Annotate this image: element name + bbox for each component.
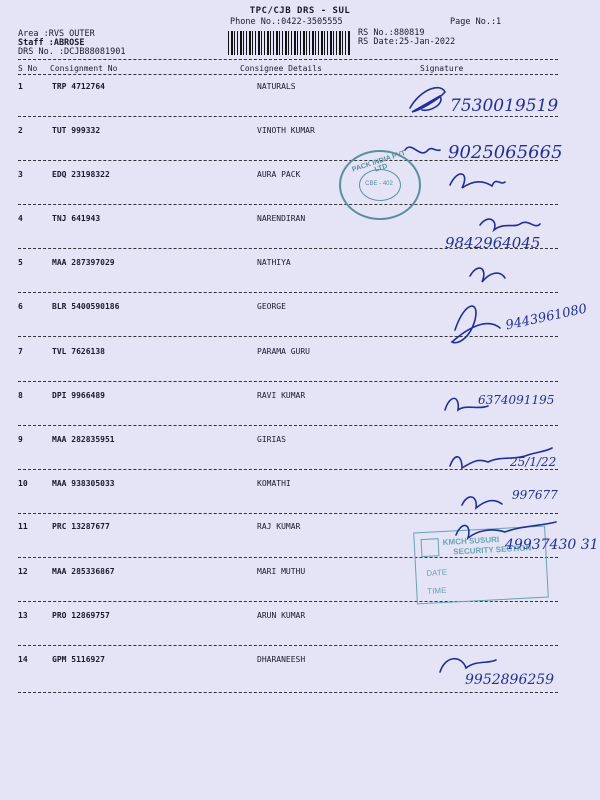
stamp-line: KMCH SUSURI	[442, 535, 500, 547]
stamp-logo-icon	[421, 538, 440, 557]
stamp-line: SECURITY SECTION	[453, 543, 532, 557]
row-divider	[18, 381, 558, 382]
signature-scribble	[452, 306, 500, 343]
row-divider	[18, 336, 558, 337]
handwritten-phone: 7530019519	[450, 96, 559, 116]
handwritten-date: 25/1/22	[510, 455, 557, 469]
row-sno: 14	[18, 655, 28, 664]
row-sno: 9	[18, 435, 23, 444]
company-round-stamp	[339, 150, 421, 220]
phone-number: Phone No.:0422-3505555	[230, 17, 343, 27]
row-consignee: PARAMA GURU	[257, 347, 310, 356]
row-consignee: NATHIYA	[257, 258, 291, 267]
handwritten-phone: 6374091195	[478, 393, 555, 407]
row-sno: 1	[18, 82, 23, 91]
rs-date: RS Date:25-Jan-2022	[358, 37, 456, 47]
row-consignment: EDQ 23198322	[52, 170, 110, 179]
row-consignment: MAA 287397029	[52, 258, 115, 267]
row-sno: 5	[18, 258, 23, 267]
signature-scribble	[405, 147, 440, 153]
row-divider	[18, 513, 558, 514]
row-sno: 7	[18, 347, 23, 356]
row-sno: 4	[18, 214, 23, 223]
area-field: Area :RVS OUTER	[18, 29, 95, 39]
handwritten-phone: 9842964045	[445, 234, 541, 252]
handwritten-number: 49937430 31	[505, 537, 599, 553]
handwritten-phone: 9952896259	[465, 672, 555, 688]
page-number: Page No.:1	[450, 17, 502, 27]
row-consignment: PRO 12869757	[52, 611, 110, 620]
signature-scribble	[450, 174, 505, 188]
handwritten-phone: 9025065665	[448, 142, 563, 163]
row-consignment: TUT 999332	[52, 126, 101, 135]
row-divider	[18, 425, 558, 426]
row-sno: 11	[18, 522, 28, 531]
row-consignee: GEORGE	[257, 302, 286, 311]
row-sno: 2	[18, 126, 23, 135]
barcode	[228, 31, 350, 55]
handwritten-number: 997677	[512, 488, 558, 502]
stamp-time-label: TIME	[427, 585, 447, 596]
row-sno: 3	[18, 170, 23, 179]
row-consignment: TNJ 641943	[52, 214, 101, 223]
row-divider	[18, 469, 558, 470]
stamp-date-label: DATE	[426, 567, 448, 578]
row-sno: 13	[18, 611, 28, 620]
row-consignment: GPM 5116927	[52, 655, 105, 664]
row-consignee: MARI MUTHU	[257, 567, 306, 576]
row-consignment: BLR 5400590186	[52, 302, 120, 311]
row-consignee: NARENDIRAN	[257, 214, 306, 223]
col-consignment: Consignment No	[50, 64, 118, 73]
row-sno: 6	[18, 302, 23, 311]
row-consignee: GIRIAS	[257, 435, 286, 444]
row-divider	[18, 116, 558, 117]
row-consignee: RAJ KUMAR	[257, 522, 301, 531]
row-divider	[18, 204, 558, 205]
row-consignment: TVL 7626138	[52, 347, 105, 356]
row-consignment: MAA 282835951	[52, 435, 115, 444]
stamp-text: PACK INDIA PVT LTD	[351, 149, 407, 174]
divider	[18, 74, 558, 75]
rs-number: RS No.:880819	[358, 28, 425, 38]
col-consignee: Consignee Details	[240, 64, 322, 73]
row-consignment: TRP 4712764	[52, 82, 105, 91]
row-sno: 8	[18, 391, 23, 400]
signature-scribble	[410, 88, 445, 112]
row-consignee: KOMATHI	[257, 479, 291, 488]
row-consignment: DPI 9966489	[52, 391, 105, 400]
drs-number: DRS No. :DCJB88081901	[18, 47, 126, 57]
staff-field: Staff :ABROSE	[18, 38, 85, 48]
stamp-code: CBE - 402	[365, 181, 393, 187]
row-consignee: ARUN KUMAR	[257, 611, 306, 620]
signature-scribble	[462, 497, 502, 508]
row-consignee: RAVI KUMAR	[257, 391, 306, 400]
divider	[18, 59, 558, 60]
signature-scribble	[440, 659, 496, 672]
row-consignment: MAA 285336867	[52, 567, 115, 576]
sheet-title: TPC/CJB DRS - SUL	[249, 6, 351, 16]
col-signature: Signature	[420, 64, 464, 73]
row-consignment: PRC 13287677	[52, 522, 110, 531]
col-sno: S No	[18, 64, 38, 73]
signature-scribble	[480, 219, 540, 230]
row-consignee: DHARANEESH	[257, 655, 306, 664]
row-sno: 10	[18, 479, 28, 488]
row-consignee: VINOTH KUMAR	[257, 126, 315, 135]
signature-scribble	[470, 268, 505, 282]
row-divider	[18, 645, 558, 646]
row-sno: 12	[18, 567, 28, 576]
row-consignment: MAA 938305033	[52, 479, 115, 488]
row-consignee: NATURALS	[257, 82, 296, 91]
row-divider	[18, 692, 558, 693]
row-consignee: AURA PACK	[257, 170, 301, 179]
handwritten-phone: 9443961080	[504, 301, 589, 334]
row-divider	[18, 292, 558, 293]
